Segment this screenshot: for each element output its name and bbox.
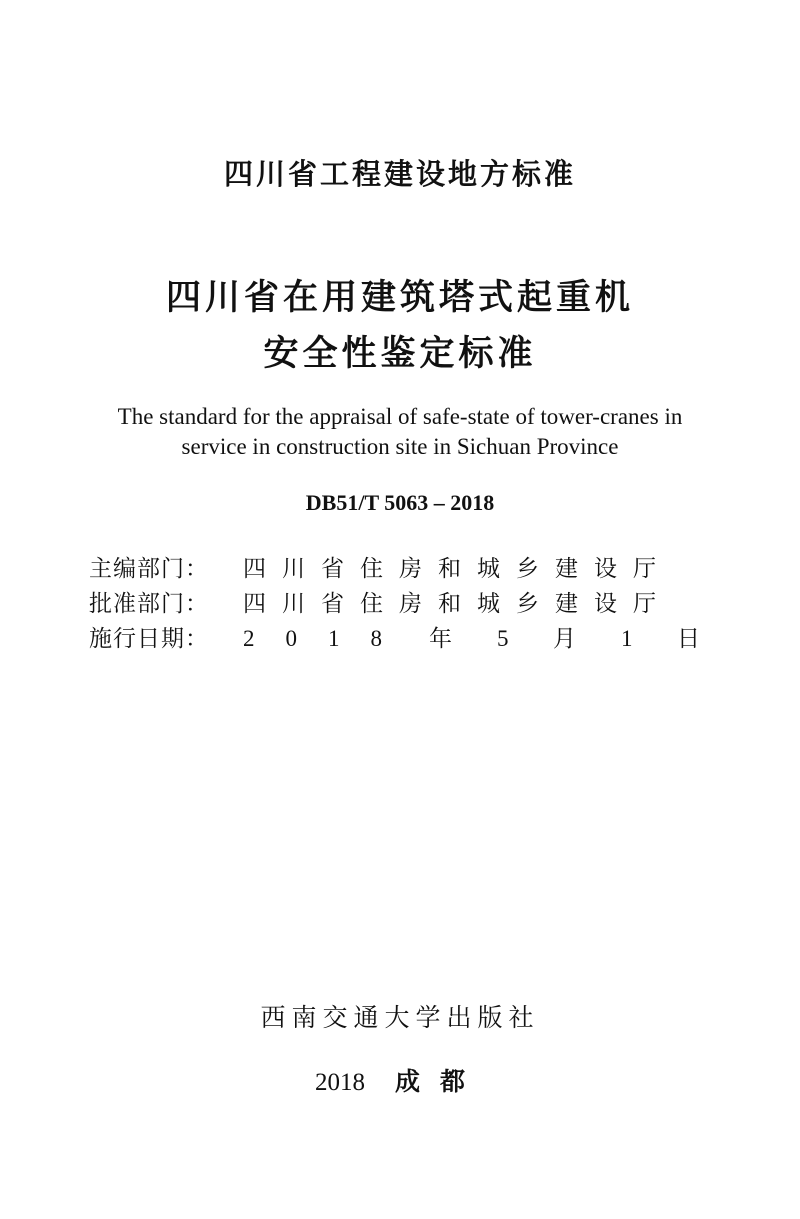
publish-line: [0, 1062, 800, 1098]
english-title-line-2: service in construction site in Sichuan Province: [181, 434, 619, 459]
effective-date: [243, 623, 713, 655]
effective-month: 5: [497, 626, 509, 651]
publisher-name: 西南交通大学出版社: [260, 1005, 540, 1032]
effective-day-unit: 日: [677, 626, 700, 651]
main-title-line-1: 四川省在用建筑塔式起重机: [165, 278, 634, 318]
main-title-line-2: 安全性鉴定标准: [263, 334, 537, 374]
approver-label: 批准部门：: [89, 591, 209, 616]
standard-code: DB51/T 5063 – 2018: [305, 490, 495, 515]
effective-label: 施行日期：: [89, 626, 209, 651]
effective-day: 1: [621, 626, 633, 651]
publish-city: 成都: [394, 1067, 485, 1096]
english-title-line-1: The standard for the appraisal of safe-state of tower-cranes in: [117, 404, 683, 429]
publish-year: 2018: [314, 1069, 365, 1096]
editor-value: 四川省住房和城乡建设厅: [243, 556, 672, 581]
effective-year-unit: 年: [429, 626, 452, 651]
effective-year: 2018: [243, 626, 413, 651]
approver-value: 四川省住房和城乡建设厅: [243, 591, 672, 616]
series-title: 四川省工程建设地方标准: [223, 157, 576, 191]
effective-month-unit: 月: [553, 626, 576, 651]
editor-label: 主编部门：: [89, 556, 209, 581]
